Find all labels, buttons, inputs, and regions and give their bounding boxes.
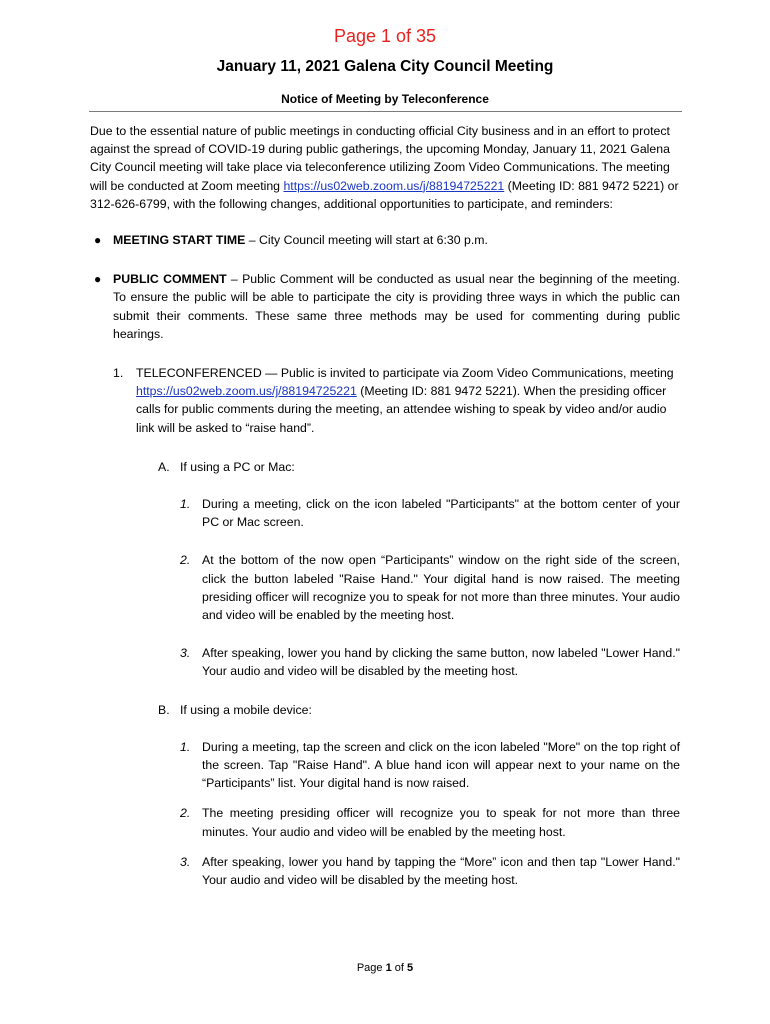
step-number: 1.: [180, 739, 191, 754]
page-count-banner: Page 1 of 35: [333, 26, 437, 46]
footer-page-number: 1: [385, 962, 392, 974]
section-a-step-1: [180, 495, 680, 531]
footer-prefix: Page: [356, 962, 386, 974]
section-letter: A.: [158, 459, 170, 474]
bullet-text: – Public Comment will be conducted as usual near the beginning of the meeting. To ensure the public will be able to participate the city is providing three ways in which the public can submit their comments. These same three methods may be used for commenting during public hearings.: [113, 272, 680, 341]
page-footer: [0, 962, 770, 974]
step-text: During a meeting, click on the icon labeled "Participants" at the bottom center of your PC or Mac screen.: [202, 497, 680, 530]
step-number: 1.: [180, 497, 191, 512]
step-number: 2.: [180, 553, 191, 568]
footer-total-pages: 5: [407, 962, 414, 974]
step-text: After speaking, lower you hand by tapping the “More” icon and then tap "Lower Hand." Your audio and video will be disabled by the meeting host.: [202, 854, 680, 888]
step-text: The meeting presiding officer will recognize you to speak for not more than three minutes. Your audio and video will be enabled by the meeting host.: [202, 806, 680, 839]
section-a-step-3: [180, 644, 680, 680]
intro-text: Due to the essential nature of public meetings in conducting official City business and in an effort to protect against the spread of COVID-19 during public gatherings, the upcoming Monday, January 11, 2021 Galena City Council meeting will take place via teleconference utilizing Zoom Video Communications. The meeting will be conducted at Zoom meeting: [90, 124, 670, 193]
step-text: At the bottom of the now open “Participants” window on the right side of the screen, click the button labeled "Raise Hand." Your digital hand is now raised. The meeting presiding officer will recognize you to speak for not more than three minutes. Your audio and video will be enabled by the meeting host.: [202, 553, 680, 623]
bullet-icon: ●: [94, 272, 102, 287]
zoom-meeting-link-2[interactable]: https://us02web.zoom.us/j/88194725221: [136, 384, 357, 399]
zoom-meeting-link[interactable]: https://us02web.zoom.us/j/88194725221: [283, 178, 505, 193]
document-title: January 11, 2021 Galena City Council Meeting: [216, 58, 554, 75]
document-subtitle: Notice of Meeting by Teleconference: [281, 92, 489, 106]
item-text-end: (Meeting ID: 881 9472 5221). When the presiding officer calls for public comments during the meeting, an attendee wishing to speak by video and/or audio link will be asked to “raise hand”.: [136, 384, 667, 435]
step-number: 3.: [180, 854, 191, 869]
bullet-heading: MEETING START TIME: [113, 233, 246, 248]
section-text: If using a PC or Mac:: [180, 459, 295, 474]
item-teleconferenced: [113, 364, 680, 437]
footer-of: of: [391, 962, 408, 974]
bullet-heading: PUBLIC COMMENT: [113, 272, 227, 287]
step-text: After speaking, lower you hand by clicking the same button, now labeled "Lower Hand." Your audio and video will be disabled by the meeting host.: [202, 646, 680, 679]
bullet-text: – City Council meeting will start at 6:30 p.m.: [245, 233, 488, 248]
section-a-heading: [158, 458, 680, 476]
intro-text-end: (Meeting ID: 881 9472 5221) or 312-626-6799, with the following changes, additional opportunities to participate, and reminders:: [90, 178, 679, 211]
title-divider: [89, 111, 682, 112]
step-number: 2.: [180, 806, 191, 821]
section-b-step-2: [180, 804, 680, 840]
item-number: 1.: [113, 366, 124, 381]
section-b-heading: [158, 701, 680, 719]
bullet-public-comment: [90, 270, 680, 343]
section-b-step-3: [180, 853, 680, 889]
section-letter: B.: [158, 702, 170, 717]
section-text: If using a mobile device:: [180, 702, 312, 717]
section-a-step-2: [180, 551, 680, 624]
item-text: TELECONFERENCED — Public is invited to participate via Zoom Video Communications, meeting: [136, 366, 674, 381]
bullet-meeting-start-time: [90, 231, 680, 249]
bullet-icon: ●: [94, 233, 102, 248]
intro-paragraph: [90, 122, 680, 213]
step-number: 3.: [180, 646, 191, 661]
step-text: During a meeting, tap the screen and click on the icon labeled "More" on the top right of the screen. Tap "Raise Hand". A blue hand icon will appear next to your name on the “Participants” list. Your digital hand is now raised.: [202, 739, 680, 791]
document-body: [90, 122, 680, 901]
section-b-step-1: [180, 738, 680, 793]
